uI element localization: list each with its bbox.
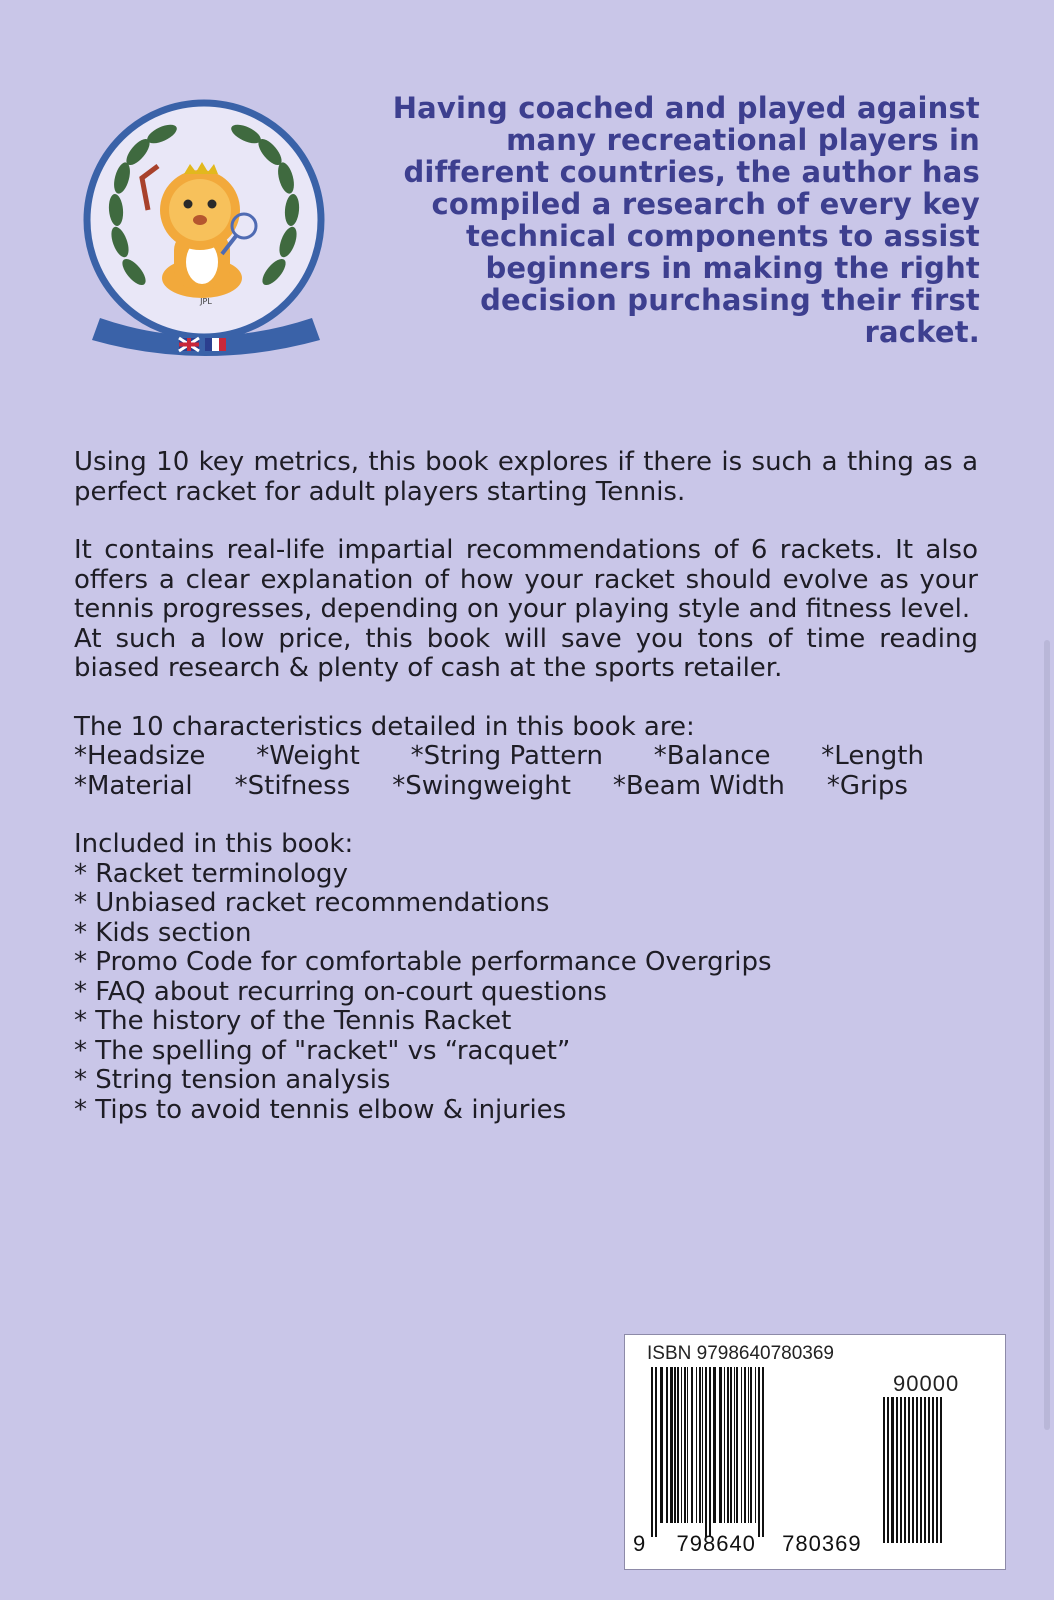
barcode-bar bbox=[896, 1397, 898, 1543]
barcode-bar bbox=[687, 1367, 688, 1523]
list-item: * The history of the Tennis Racket bbox=[74, 1006, 512, 1036]
jpl-lion-logo bbox=[76, 92, 336, 364]
list-item: * Promo Code for comfortable performance Overgrips bbox=[74, 947, 772, 977]
barcode-bar bbox=[655, 1367, 657, 1537]
characteristic-item: *Material bbox=[74, 770, 193, 801]
barcode-bar bbox=[681, 1367, 682, 1523]
characteristic-item: *Length bbox=[821, 741, 924, 771]
list-item: * String tension analysis bbox=[74, 1065, 391, 1095]
barcode-bar bbox=[924, 1397, 926, 1543]
list-item: * Unbiased racket recommendations bbox=[74, 888, 550, 918]
barcode-bar bbox=[674, 1367, 676, 1523]
list-item: * Tips to avoid tennis elbow & injuries bbox=[74, 1094, 567, 1125]
logo-initials: JPL bbox=[194, 319, 218, 334]
barcode-bar bbox=[750, 1367, 752, 1523]
barcode-bar bbox=[940, 1397, 942, 1543]
barcode-bar bbox=[891, 1397, 894, 1543]
barcode-group-2: 780369 bbox=[782, 1531, 862, 1556]
barcode-bar bbox=[912, 1397, 914, 1543]
characteristic-item: *Swingweight bbox=[392, 770, 571, 801]
barcode-bar bbox=[916, 1397, 918, 1543]
barcode-digits bbox=[633, 1531, 873, 1557]
list-item: * The spelling of "racket" vs “racquet” bbox=[74, 1035, 571, 1066]
barcode-bar bbox=[677, 1367, 679, 1523]
barcode-bar bbox=[713, 1367, 716, 1523]
blurb-line: technical components to assist bbox=[466, 219, 980, 253]
characteristics-row-2 bbox=[74, 772, 908, 802]
blurb-line: Having coached and played against bbox=[392, 91, 980, 125]
list-item: * Kids section bbox=[74, 917, 252, 948]
included-heading: Included in this book: bbox=[74, 829, 354, 859]
characteristics-row-1 bbox=[74, 742, 924, 772]
addon-barcode-bars bbox=[883, 1397, 983, 1543]
barcode-bar bbox=[736, 1367, 738, 1523]
price-code: 90000 bbox=[893, 1371, 960, 1396]
ean-barcode-bars bbox=[651, 1367, 873, 1543]
scrollbar[interactable] bbox=[1044, 640, 1050, 1430]
barcode-bar bbox=[920, 1397, 922, 1543]
barcode-bar bbox=[928, 1397, 930, 1543]
uk-flag-icon bbox=[179, 338, 199, 351]
barcode-bar bbox=[904, 1397, 906, 1543]
barcode-bar bbox=[887, 1397, 889, 1543]
barcode-bar bbox=[932, 1397, 934, 1543]
intro-paragraph: Using 10 key metrics, this book explores if there is such a thing as a perfect racket for adult players starting Tennis. bbox=[74, 447, 978, 507]
list-item: * Racket terminology bbox=[74, 858, 348, 889]
author-blurb bbox=[370, 92, 980, 348]
france-flag-icon bbox=[205, 338, 226, 351]
barcode-bar bbox=[719, 1367, 722, 1523]
barcode-bar bbox=[741, 1367, 742, 1523]
blurb-line: compiled a research of every key bbox=[431, 187, 980, 221]
barcode-bar bbox=[651, 1367, 653, 1537]
barcode-bar bbox=[883, 1397, 885, 1543]
characteristic-item: *Beam Width bbox=[612, 770, 785, 801]
isbn-label: ISBN 9798640780369 bbox=[647, 1343, 834, 1364]
characteristic-item: *Balance bbox=[653, 741, 771, 771]
barcode-bar bbox=[748, 1367, 749, 1523]
barcode-group-1: 798640 bbox=[676, 1531, 756, 1556]
barcode-bar bbox=[709, 1367, 711, 1537]
barcode-bar bbox=[684, 1367, 686, 1523]
characteristics-heading: The 10 characteristics detailed in this book are: bbox=[74, 711, 695, 742]
recommendations-paragraph: It contains real-life impartial recommendations of 6 rackets. It also offers a clear explanation of how your racket should evolve as your tennis progresses, depending on your playing style and fitness level. bbox=[74, 535, 978, 624]
list-item: * FAQ about recurring on-court questions bbox=[74, 976, 607, 1007]
blurb-line: decision purchasing their first racket. bbox=[480, 283, 980, 349]
logo-banner-text: JPL bbox=[200, 297, 212, 306]
barcode-bar bbox=[936, 1397, 938, 1543]
barcode-bar bbox=[727, 1367, 729, 1523]
barcode-bar bbox=[734, 1367, 735, 1523]
barcode-bar bbox=[755, 1367, 756, 1523]
barcode-bar bbox=[724, 1367, 725, 1523]
characteristic-item: *Grips bbox=[826, 770, 908, 801]
blurb-line: beginners in making the right bbox=[485, 251, 980, 285]
barcode-bar bbox=[702, 1367, 703, 1523]
characteristic-item: *Stifness bbox=[234, 770, 351, 801]
barcode-bar bbox=[691, 1367, 693, 1523]
barcode-bar bbox=[908, 1397, 910, 1543]
barcode-bar bbox=[730, 1367, 732, 1523]
characteristic-item: *Weight bbox=[256, 741, 360, 771]
barcode-bar bbox=[670, 1367, 673, 1523]
characteristic-item: *String Pattern bbox=[410, 741, 603, 771]
barcode-bar bbox=[699, 1367, 701, 1523]
price-paragraph: At such a low price, this book will save you tons of time reading biased research & plenty of cash at the sports retailer. bbox=[74, 623, 978, 683]
barcode-bar bbox=[900, 1397, 902, 1543]
barcode-bar bbox=[666, 1367, 668, 1523]
barcode-bar bbox=[660, 1367, 663, 1523]
barcode-bar bbox=[705, 1367, 707, 1537]
barcode-bar bbox=[762, 1367, 764, 1537]
description-body bbox=[74, 448, 978, 1125]
blurb-line: different countries, the author has bbox=[403, 155, 980, 189]
included-list bbox=[74, 860, 978, 1126]
barcode-first-digit: 9 bbox=[633, 1531, 647, 1556]
isbn-barcode bbox=[624, 1334, 1006, 1570]
barcode-bar bbox=[758, 1367, 760, 1537]
characteristic-item: *Headsize bbox=[74, 741, 206, 771]
blurb-line: many recreational players in bbox=[506, 123, 980, 157]
barcode-bar bbox=[696, 1367, 697, 1523]
barcode-bar bbox=[744, 1367, 746, 1523]
